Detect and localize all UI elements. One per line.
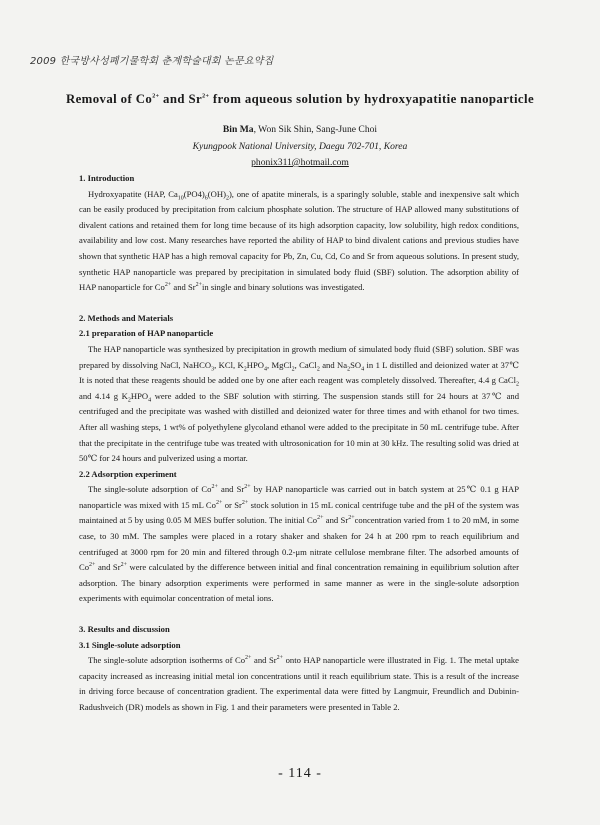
adsorption-experiment-paragraph: The single-solute adsorption of $Co^{2+}$ and $Sr^{2+}$ by HAP nanoparticle was carried out in batch system at 25℃ 0.1 g HAP nanoparticle was mixed with 15 mL $Co^{2+}$ or $Sr^{2+}$ stock solution in 15 mL conical centrifuge tube and the pH of the system was maintained at 5 by using 0.05 M MES buffer solution. The initial $Co^{2+}$ and $Sr^{2+}concentration$ varied from 1 to 20 mM, in some case, to 30 mM. The samples were placed in a rotary shaker and shaken for 24 h at 200 rpm to reach equilibrium and centrifuged at 3000 rpm for 20 min and filtered through 0.2-μm nitrate cellulose membrane filter. The adsorbed amounts of $Co^{2+}$ and $Sr^{2+}$ were calculated by the difference between initial and final concentration remaining in equilibrium solution after adsorption. The binary adsorption experiments were performed in same manner as were in the single-solute adsorption experiments with equimolar concentration of metal ions.: [79, 484, 519, 604]
subsection-heading-adsorption-experiment: 2.2 Adsorption experiment: [79, 468, 177, 479]
proceedings-header: 2009 한국방사성폐기물학회 춘계학술대회 논문요약집: [30, 56, 274, 67]
section-heading-results: 3. Results and discussion: [79, 624, 170, 635]
paper-body: [79, 171, 519, 716]
email-link[interactable]: phonix311@hotmail.com: [251, 157, 349, 168]
subsection-heading-single-solute: 3.1 Single-solute adsorption: [79, 639, 181, 650]
lead-author: Bin Ma: [222, 124, 254, 135]
section-heading-introduction: 1. Introduction: [79, 173, 135, 183]
single-solute-paragraph: The single-solute adsorption isotherms of $Co^{2+}$ and $Sr^{2+}$ onto HAP nanoparticle were illustrated in Fig. 1. The metal uptake capacity increased as increasing initial metal ion concentrations until it reach equilibrium state. This is a result of the increase in driving force because of concentration gradient. The experimental data were fitted by Langmuir, Freundlich and Dubinin-Radushveich (DR) models as shown in Fig. 1 and their parameters were presented in Table 2.: [79, 655, 519, 712]
section-heading-methods: 2. Methods and Materials: [79, 312, 174, 323]
introduction-paragraph: Hydroxyapatite (HAP, $Ca_{10}(PO4)_6(OH)_2$), one of apatite minerals, is a sparingly soluble, stable and inexpensive salt which can be easily produced by precipitation from calcium phosphate solution. The structure of HAP allowed many substitutions of divalent cations and retained them for long time because of its high adsorption capacity, low solubility, high redox conditions, availability and low cost. Many researches have reported the ability of HAP to bind divalent cations and previous studies have shown that synthetic HAP has a high removal capacity for Pb, Zn, Cu, Cd, Co and Sr from aqueous solutions. In present study, synthetic HAP nanoparticle was prepared by precipitation in simulated body fluid (SBF) solution. The adsorption ability of HAP nanoparticle for $Co^{2+}$ and $Sr^{2+}in$ single and binary solutions was investigated.: [79, 188, 520, 293]
subsection-heading-preparation: 2.1 preparation of HAP nanoparticle: [79, 328, 214, 339]
paper-title: Removal of $Co^{2+}$ and $Sr^{2+}$ from aqueous solution by hydroxyapatitie nanoparticle: [65, 92, 535, 106]
affiliation: Kyungpook National University, Daegu 702-701, Korea: [192, 141, 408, 152]
page-number: - 114 -: [278, 766, 322, 781]
authors-line: [40, 124, 560, 135]
co-authors: , Won Sik Shin, Sang-June Choi: [253, 124, 378, 135]
preparation-paragraph: The HAP nanoparticle was synthesized by precipitation in growth medium of simulated body fluid (SBF) solution. SBF was prepared by dissolving NaCl, NaHCO$_3$, KCl, $K_2HPO_4$, MgCl$_2$, CaCl$_2$ and $Na_2SO_4$ in 1 L distilled and deionized water at 37℃ It is noted that these reagents should be added one by one after each reagent was completely dissolved. Thereafter, 4.4 g CaCl$_2$ and 4.14 g $K_2HPO_4$ were added to the SBF solution with stirring. The suspension stands still for 24 hours at 37℃ and centrifuged and the precipitate was washed with distilled and deionized water for three times and with ethanol for two times. After all washing steps, 1 wt% of polyethylene glycoland ethanol were added to the precipitate in 50 mL centrifuge tube. After that the precipitate in the centrifuge tube was treated with ultrosonication for 10 min at 30 kHz. The resulting solid was dried at 50℃ for 24 hours and pulverized using a mortar.: [79, 343, 520, 464]
